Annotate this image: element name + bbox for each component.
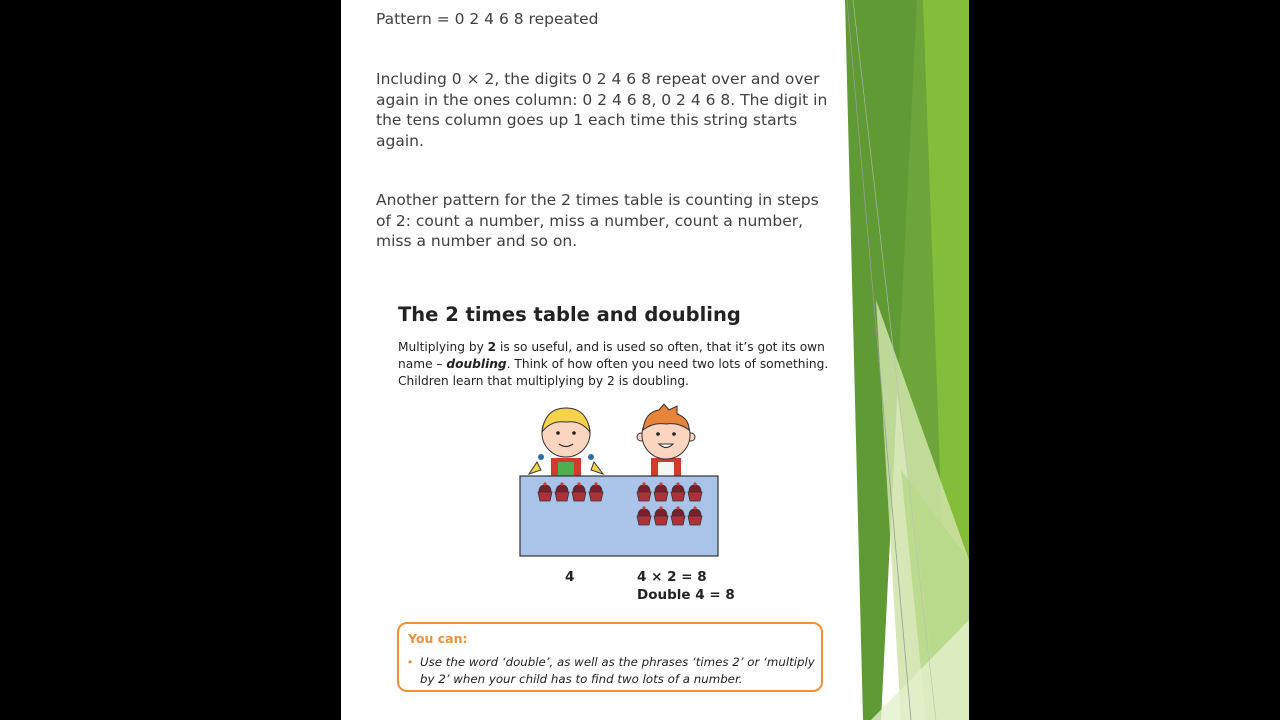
intro-text-2: is so useful, and is used so often, that it’s got its own name – [398, 340, 825, 371]
pattern-line: Pattern = 0 2 4 6 8 repeated [376, 10, 599, 28]
intro-bold-2: 2 [487, 340, 497, 354]
you-can-box [397, 622, 823, 692]
doubling-illustration [519, 400, 729, 560]
caption-double: Double 4 = 8 [637, 587, 735, 603]
caption-equation: 4 × 2 = 8 [637, 569, 707, 585]
you-can-title: You can: [408, 631, 468, 646]
intro-doubling: doubling [446, 357, 507, 371]
intro-text-3: . Think of how often you need two lots of something. Children learn that multiplying by 2 is doubling. [398, 357, 829, 388]
bullet-icon: • [408, 655, 413, 669]
boy-character-icon [637, 404, 695, 476]
intro-paragraph [398, 339, 838, 390]
girl-character-icon [529, 408, 603, 476]
you-can-text: Use the word ‘double’, as well as the phrases ‘times 2’ or ‘multiply by 2’ when your child has to find two lots of a number. [420, 655, 815, 686]
section-heading: The 2 times table and doubling [398, 303, 741, 326]
steps-paragraph: Another pattern for the 2 times table is counting in steps of 2: count a number, miss a number, count a number, miss a number and so on. [376, 191, 819, 250]
document-slide [341, 0, 969, 720]
caption-left: 4 [565, 569, 575, 585]
intro-text-1: Multiplying by [398, 340, 488, 354]
ones-column-paragraph: Including 0 × 2, the digits 0 2 4 6 8 repeat over and over again in the ones column: 0 2 4 6 8, 0 2 4 6 8. The digit in the tens column goes up 1 each time this string starts again. [376, 70, 828, 150]
